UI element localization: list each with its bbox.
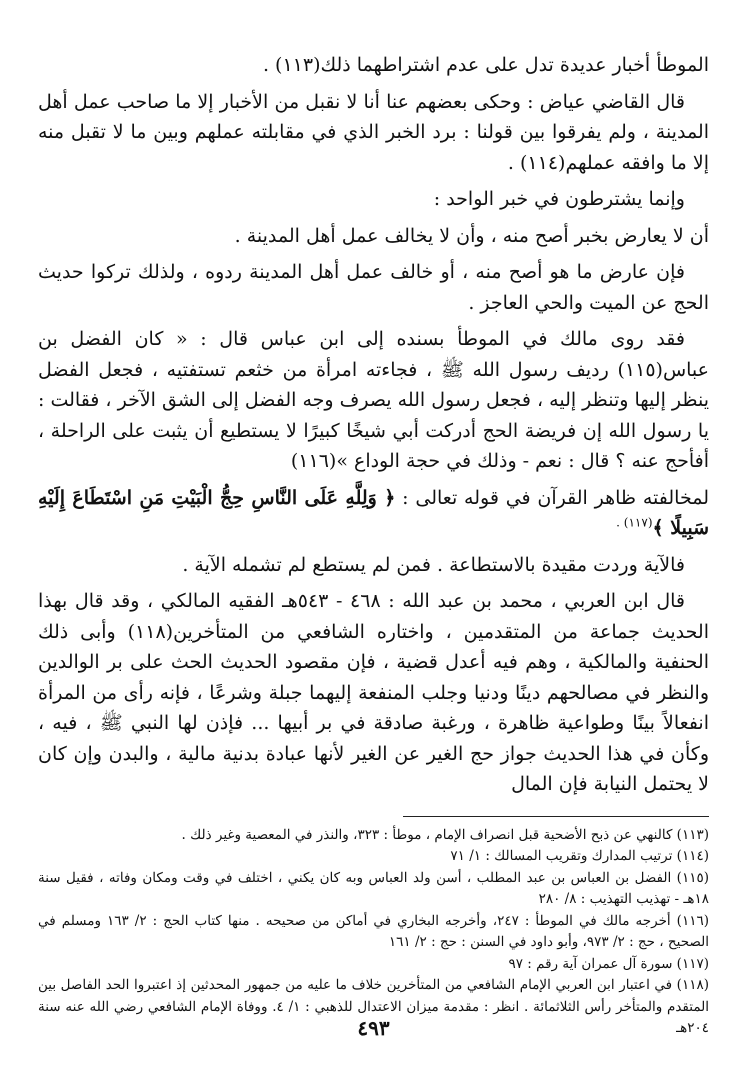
footnote: (١١٧) سورة آل عمران آية رقم : ٩٧ xyxy=(508,955,709,972)
paragraph: الموطأ أخبار عديدة تدل على عدم اشتراطهما ذلك(١١٣) . xyxy=(262,54,709,76)
paragraph: فالآية وردت مقيدة بالاستطاعة . فمن لم يستطع لم تشمله الآية . xyxy=(182,553,685,576)
footnote-separator xyxy=(403,816,709,817)
footnote-ref: (١١٧) . xyxy=(616,515,653,530)
paragraph: قال القاضي عياض : وحكى بعضهم عنا أنا لا نقبل من الأخبار إلا ما صاحب عمل أهل المدينة ، ولم يفرقوا بين قولنا : برد الخبر الذي في مقابلته عملهم وبين ما لا تقبل منه إلا ما وافقه عملهم(١١٤) . xyxy=(38,90,709,174)
paragraph: فقد روى مالك في الموطأ بسنده إلى ابن عباس قال : « كان الفضل بن عباس(١١٥) رديف رسول الله ﷺ ، فجاءته امرأة من خثعم تستفتيه ، فجعل الفضل ينظر إليها وتنظر إليه ، فجعل رسول الله يصرف وجه الفضل إلى الشق الآخر ، فقالت : يا رسول الله إن فريضة الحج أدركت أبي شيخًا كبيرًا لا يستطيع أن يثبت على الراحلة ، أفأحج عنه ؟ قال : نعم - وذلك في حجة الوداع »(١١٦) xyxy=(38,328,709,472)
paragraph-quran xyxy=(38,483,709,544)
main-text xyxy=(38,50,709,800)
footnote: (١١٥) الفضل بن العباس بن عبد المطلب ، أسن ولد العباس وبه كان يكني ، اختلف في وقت ومكان وفاته ، فقيل سنة ١٨هـ - تهذيب التهذيب : ٨/ ٢٨٠ xyxy=(38,869,709,907)
quran-intro: لمخالفته ظاهر القرآن في قوله تعالى : xyxy=(402,486,709,509)
footnotes xyxy=(38,825,709,1040)
footnote: (١١٣) كالنهي عن ذبح الأضحية قبل انصراف الإمام ، موطأ : ٣٢٣، والنذر في المعصية وغير ذلك . xyxy=(181,826,709,843)
paragraph: وإنما يشترطون في خبر الواحد : xyxy=(433,188,685,210)
paragraph: أن لا يعارض بخبر أصح منه ، وأن لا يخالف عمل أهل المدينة . xyxy=(234,224,709,247)
page-number: ٤٩٣ xyxy=(357,1016,390,1040)
paragraph: فإن عارض ما هو أصح منه ، أو خالف عمل أهل المدينة ردوه ، ولذلك تركوا حديث الحج عن الميت والحي العاجز . xyxy=(38,261,709,314)
footnote: (١١٤) ترتيب المدارك وتقريب المسالك : ١/ ٧١ xyxy=(450,848,709,864)
quran-verse: ﴿ وَلِلَّهِ عَلَى النَّاسِ حِجُّ الْبَيْتِ مَنِ اسْتَطَاعَ إِلَيْهِ سَبِيلًا ﴾ xyxy=(38,486,709,539)
footnote: (١١٨) في اعتبار ابن العربي الإمام الشافعي من المتأخرين خلاف ما عليه من جمهور المحدثين إذ اعتبروا الحد الفاصل بين المتقدم والمتأخر رأس الثلاثمائة . انظر : مقدمة ميزان الاعتدال للذهبي : ١/ ٤. ووفاة الإمام الشافعي رضي الله عنه سنة ٢٠٤هـ xyxy=(38,977,709,1036)
paragraph: قال ابن العربي ، محمد بن عبد الله : ٤٦٨ - ٥٤٣هـ الفقيه المالكي ، وقد قال بهذا الحديث جماعة من المتقدمين ، واختاره الشافعي من المتأخرين(١١٨) وأبى ذلك الحنفية والمالكية ، وهم فيه أعدل قضية ، فإن مقصود الحديث الحث على بر الوالدين والنظر في مصالحهم دينًا ودنيا وجلب المنفعة إليهما جبلة وشرعًا ، فإنه رأى من المرأة انفعالاً بينًا وطواعية ظاهرة ، ورغبة صادقة في بر أبيها ... فإذن لها النبي ﷺ ، فيه ، وكأن في هذا الحديث جواز حج الغير عن الغير لأنها عبادة بدنية مالية ، والبدن وإن كان لا يحتمل النيابة فإن المال xyxy=(38,590,709,795)
footnote: (١١٦) أخرجه مالك في الموطأ : ٢٤٧، وأخرجه البخاري في أماكن من صحيحه . منها كتاب الحج : ٢/ ١٦٣ ومسلم في الصحيح ، حج : ٢/ ٩٧٣، وأبو داود في السنن : حج : ٢/ ١٦١ xyxy=(38,912,709,950)
